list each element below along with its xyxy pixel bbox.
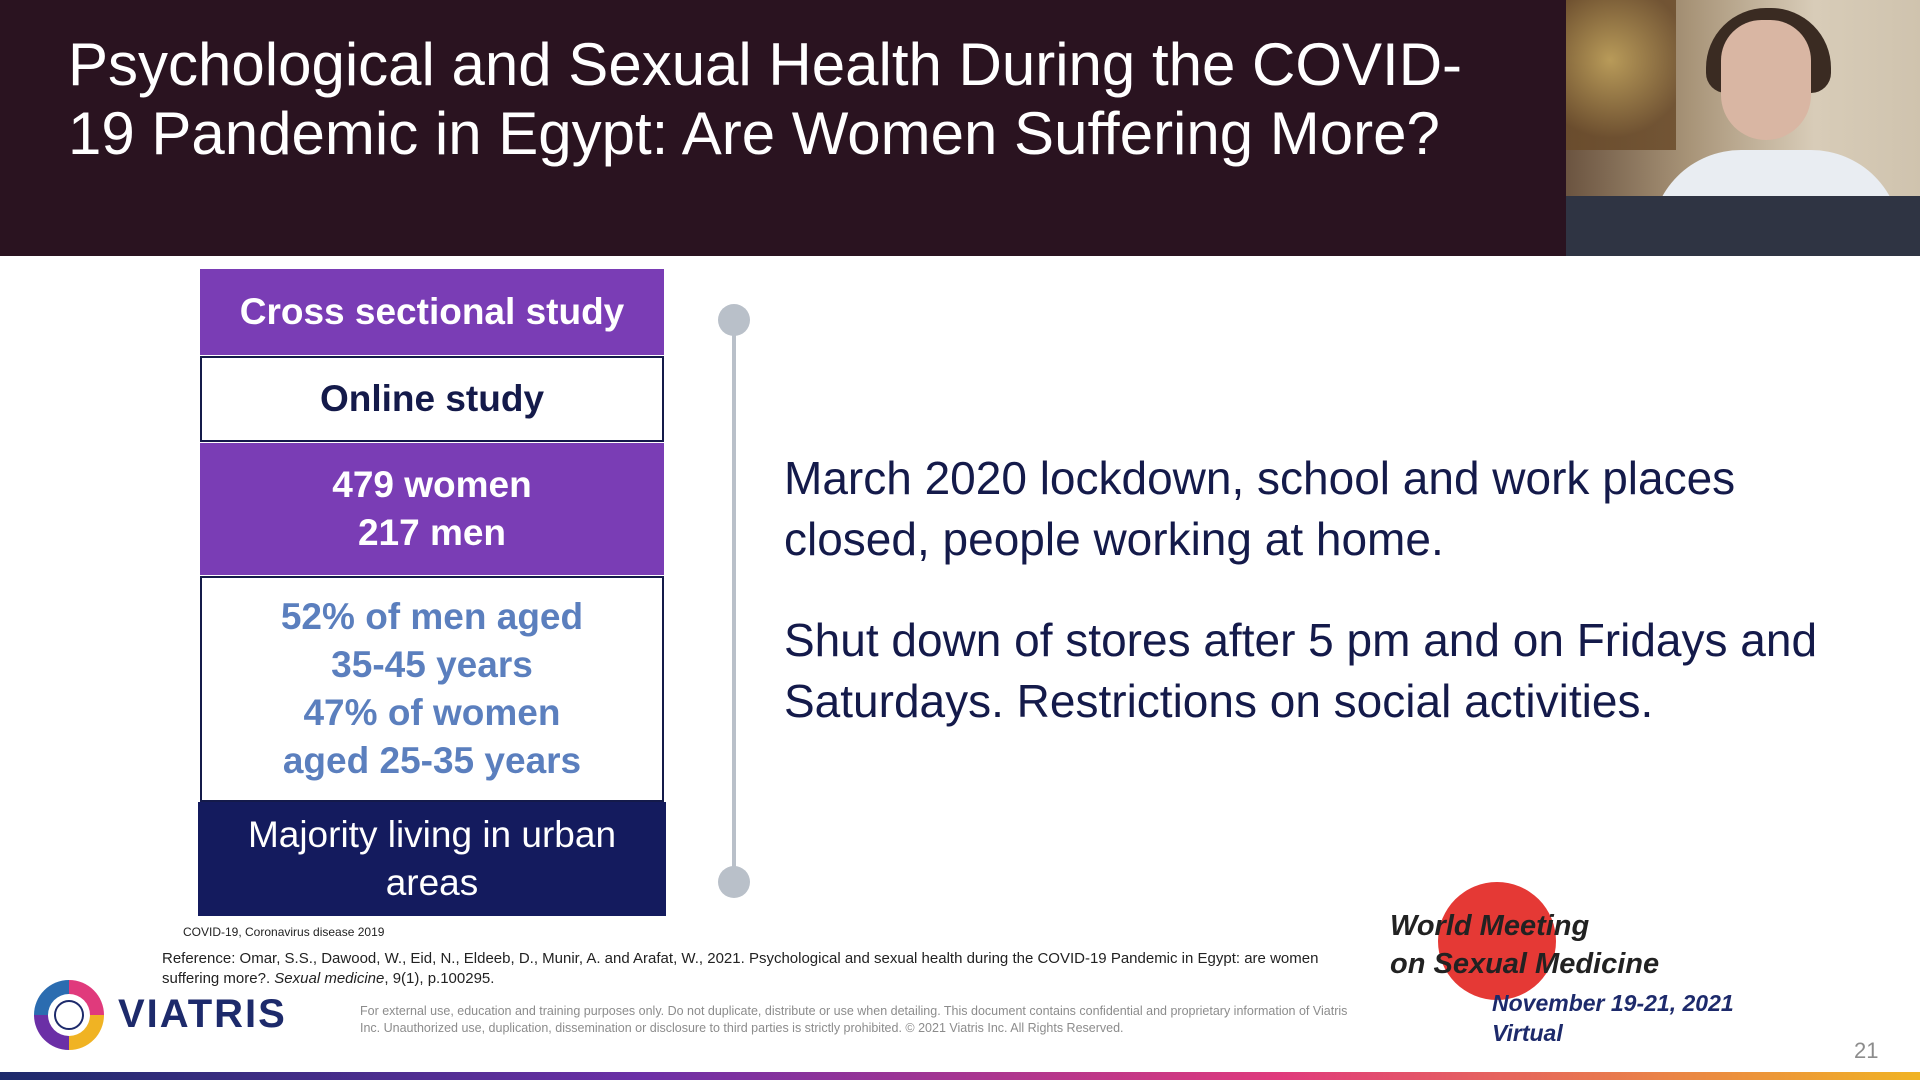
viatris-logo <box>34 980 334 1050</box>
webcam-painting <box>1566 0 1676 150</box>
event-dates: November 19-21, 2021 <box>1492 990 1734 1016</box>
slide-title: Psychological and Sexual Health During the COVID-19 Pandemic in Egypt: Are Women Suffering More? <box>68 31 1463 167</box>
online-study-box <box>200 356 664 442</box>
event-title-line-1: World Meeting <box>1390 910 1590 942</box>
timeline-dot-bottom <box>718 866 750 898</box>
reference-tail: , 9(1), p.100295. <box>384 970 495 987</box>
event-badge <box>1390 878 1790 1048</box>
age-line-3: 47% of women <box>303 692 561 733</box>
abbreviation-note: COVID-19, Coronavirus disease 2019 <box>183 925 385 939</box>
age-distribution-box <box>200 576 664 802</box>
age-line-4: aged 25-35 years <box>282 740 582 781</box>
presenter-webcam <box>1566 0 1920 256</box>
presenter-face <box>1721 20 1811 140</box>
age-line-2: 35-45 years <box>331 644 533 685</box>
urban-box <box>198 802 666 916</box>
lockdown-paragraph: March 2020 lockdown, school and work places closed, people working at home. <box>784 452 1736 565</box>
men-count: 217 men <box>357 512 507 553</box>
age-line-1: 52% of men aged <box>280 596 584 637</box>
event-format: Virtual <box>1492 1020 1563 1046</box>
webcam-shelf <box>1566 196 1920 256</box>
urban-line-1: Majority living in urban <box>247 814 617 855</box>
page-number: 21 <box>1854 1038 1879 1063</box>
legal-disclaimer: For external use, education and training purposes only. Do not duplicate, distribute or use when detailing. This document contains confidential and proprietary information of Viatris Inc. Unauthorized use, duplication, dissemination or disclosure to third parties is strictly prohibited. © 2021 Viatris Inc. All Rights Reserved. <box>360 1004 1348 1035</box>
bottom-gradient-bar <box>0 1072 1920 1080</box>
viatris-wordmark: VIATRIS <box>118 992 287 1036</box>
reference-citation <box>162 949 1362 989</box>
cross-sectional-box <box>200 269 664 355</box>
reference-main: Reference: Omar, S.S., Dawood, W., Eid, N., Eldeeb, D., Munir, A. and Arafat, W., 2021. Psychological and sexual health during the COVID-19 Pandemic in Egypt: are women suffering more?. <box>162 950 1319 987</box>
women-count: 479 women <box>332 464 532 505</box>
cross-sectional-label: Cross sectional study <box>239 291 625 332</box>
timeline-line <box>732 318 736 884</box>
online-study-label: Online study <box>319 378 545 419</box>
restrictions-paragraph: Shut down of stores after 5 pm and on Fridays and Saturdays. Restrictions on social activities. <box>784 614 1818 727</box>
sample-size-box <box>200 443 664 575</box>
event-title-line-2: on Sexual Medicine <box>1390 948 1660 980</box>
urban-line-2: areas <box>385 862 479 903</box>
reference-journal: Sexual medicine <box>274 970 385 987</box>
timeline-dot-top <box>718 304 750 336</box>
viatris-globe-icon <box>34 980 104 1050</box>
